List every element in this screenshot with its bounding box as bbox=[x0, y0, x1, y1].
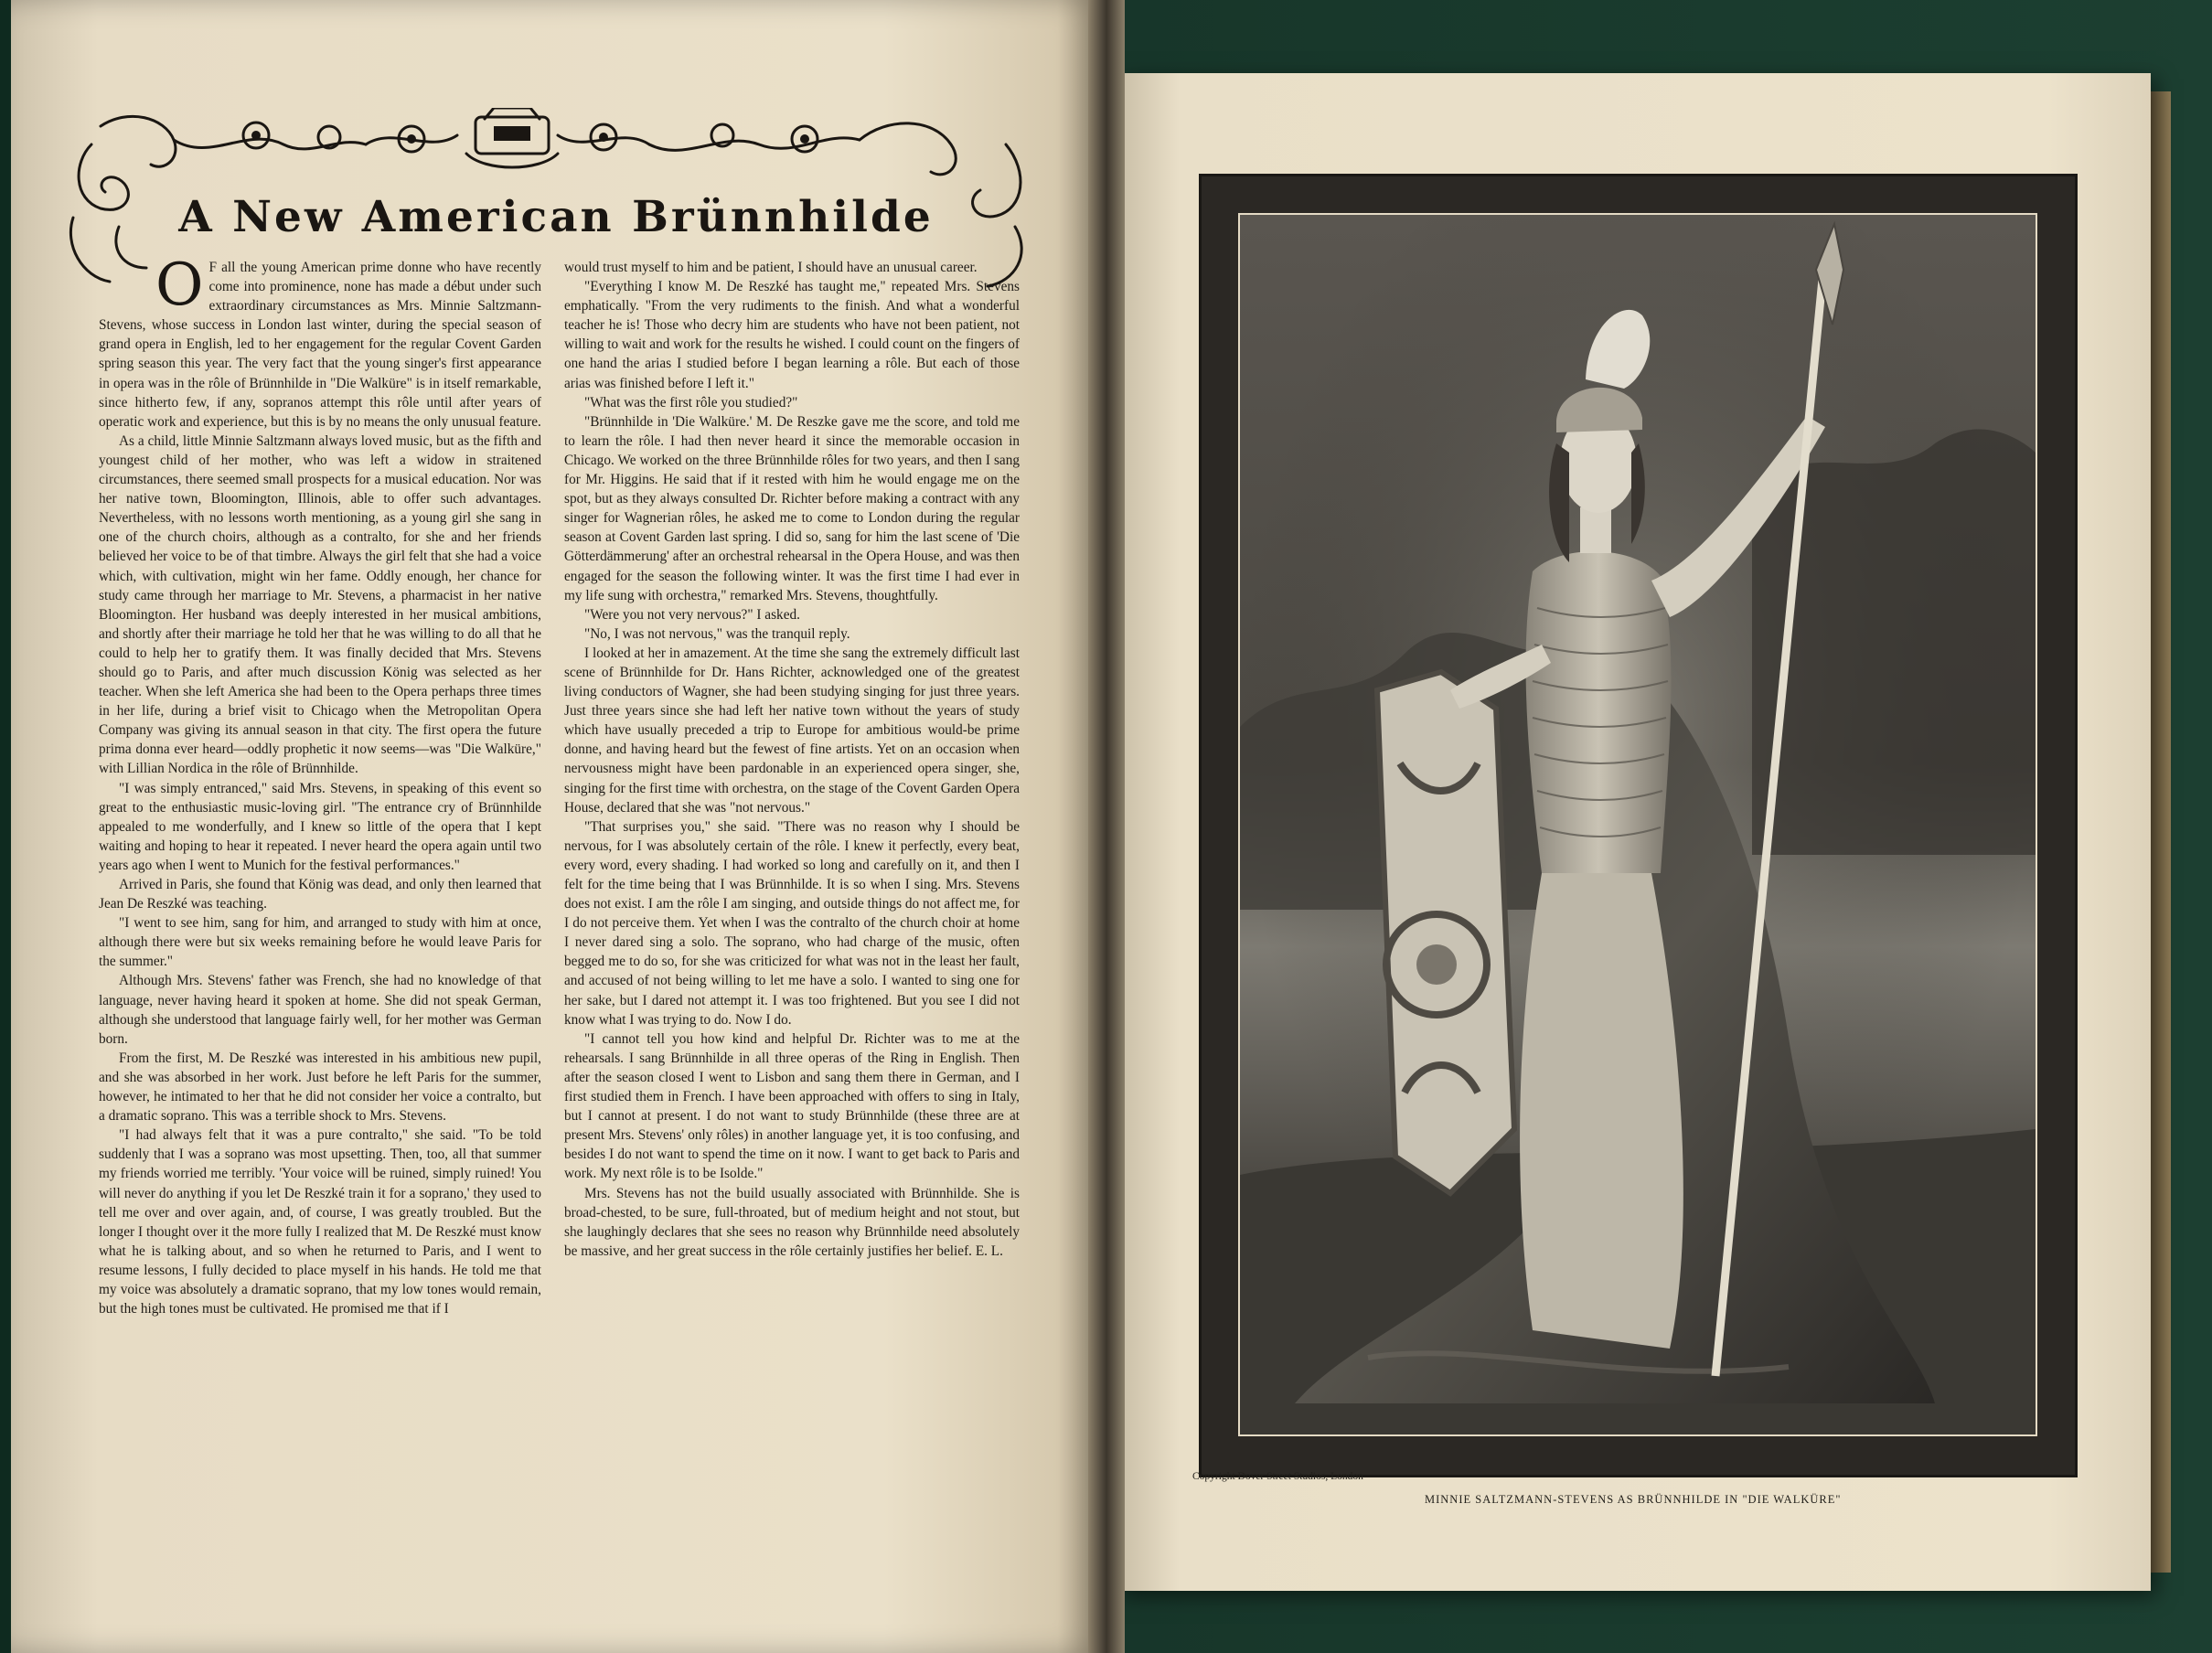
article-column-right bbox=[564, 258, 1020, 1261]
paragraph: "No, I was not nervous," was the tranquil reply. bbox=[584, 625, 850, 642]
paragraph: As a child, little Minnie Saltzmann always loved music, but as the fifth and youngest child of her mother, who was left a widow in straitened circumstances, there seemed small prospects for a musical education. Nor was her native town, Bloomington, Illinois, able to offer such advantages. Nevertheless, with no lessons worth mentioning, as a young girl she sang in one of the church choirs, although as a contralto, for she and her friends believed her voice to be of that timbre. Always the girl felt that she had a voice which, with cultivation, might win her fame. Oddly enough, her chance for study came through her marriage to Mr. Stevens, a pharmacist in her native Bloomington. Her husband was deeply interested in her musical ambitions, and shortly after their marriage he told her that he was willing to do all that he could to help her to gratify them. It was finally decided that Mrs. Stevens should go to Paris, and after much discussion König was selected as her teacher. When she left America she had been to the Opera perhaps three times in her life, during a brief visit to Chicago when the Metropolitan Opera Company was giving its annual season in that city. The first opera the future prima donna ever heard—oddly prophetic it now seems—was "Die Walküre," with Lillian Nordica in the rôle of Brünnhilde. bbox=[99, 432, 541, 777]
portrait-photograph bbox=[1240, 215, 2036, 1434]
paragraph: Mrs. Stevens has not the build usually associated with Brünnhilde. She is broad-chested, to be sure, full-throated, but of medium height and not stout, but she laughingly declares that she sees no reason why Brünnhilde need absolutely be massive, and her great success in the rôle certainly justifies her belief. E. L. bbox=[564, 1185, 1020, 1259]
paragraph: would trust myself to him and be patient, I should have an unusual career. bbox=[564, 260, 978, 275]
paragraph: "I cannot tell you how kind and helpful Dr. Richter was to me at the rehearsals. I sang Brünnhilde in all three operas of the Ring in English. Then after the season closed I went to Lisbon and sang them there in German, and I first studied them in French. I have been approached with offers to sing in Italy, but I cannot at present. I do not want to study Brünnhilde (these three are at present Mrs. Stevens' only rôles) in another language yet, it is too confusing, and besides I do not want to spend the time on it now. I want to get back to Paris and work. My next rôle is to be Isolde." bbox=[564, 1030, 1020, 1182]
drop-cap: O bbox=[155, 251, 204, 319]
paragraph: "Brünnhilde in 'Die Walküre.' M. De Reszke gave me the score, and told me to learn the rôle. I had then never heard it since the memorable occasion in Chicago. We worked on the three Brünnhilde rôles for two years, and then I sang for Mr. Higgins. He said that if it rested with him he would engage me on the spot, but as they always consulted Dr. Richter before making a contract with any singer for Wagnerian rôles, he asked me to come to London during the regular season at Covent Garden last spring. I did so, sang for him the last scene of 'Die Götterdämmerung' after an orchestral rehearsal in the Opera House, and was then engaged for the season the following winter. It was the first time I had ever in my life sung with orchestra," remarked Mrs. Stevens, thoughtfully. bbox=[564, 413, 1021, 603]
book-cover-edge bbox=[2151, 91, 2171, 1573]
paragraph: "Were you not very nervous?" I asked. bbox=[584, 606, 800, 623]
paragraph: Arrived in Paris, she found that König was dead, and only then learned that Jean De Reszké was teaching. bbox=[99, 877, 541, 912]
paragraph: "What was the first rôle you studied?" bbox=[584, 394, 798, 411]
photo-caption: MINNIE SALTZMANN-STEVENS AS BRÜNNHILDE IN "DIE WALKÜRE" bbox=[1425, 1493, 1842, 1506]
paragraph: "I had always felt that it was a pure contralto," she said. "To be told suddenly that I was a soprano was most upsetting. Then, too, all that summer my friends worried me terribly. 'Your voice will be ruined, simply ruined! You will never do anything if you let De Reszké train it for a soprano,' they used to tell me over and over again, and, of course, I was greatly troubled. But the longer I thought over it the more fully I realized that M. De Reszké must know what he is talking about, and so when he returned to Paris, and I went to resume lessons, I fully decided to place myself in his hands. He told me that my voice was absolutely a dramatic soprano, that my low tones would remain, but the high tones must be cultivated. He promised me that if I bbox=[99, 1127, 541, 1317]
paragraph: "I was simply entranced," said Mrs. Stevens, in speaking of this event so great to the enthusiastic music-loving girl. "The entrance cry of Brünnhilde appealed to me wonderfully, and I knew so little of the opera that I kept waiting and hoping to hear it repeated. I never heard the opera again until two years ago when I went to Munich for the festival performances." bbox=[99, 780, 541, 873]
paragraph: Although Mrs. Stevens' father was French, she had no knowledge of that language, never having heard it spoken at home. She did not speak German, although she understood that language fairly well, for her mother was German born. bbox=[99, 973, 541, 1047]
paragraph: "Everything I know M. De Reszké has taught me," repeated Mrs. Stevens emphatically. "From the very rudiments to the finish. And what a wonderful teacher he is! Those who decry him are students who have not been patient, not willing to wait and work for the results he wished. I could count on the fingers of one hand the arias I studied before I began learning a rôle. But each of those arias was finished before I left it." bbox=[564, 279, 1020, 391]
paragraph: From the first, M. De Reszké was interested in his ambitious new pupil, and she was absorbed in her work. Just before he left Paris for the summer, however, he intimated to her that he did not consider her voice a contralto, but a dramatic soprano. This was a terrible shock to Mrs. Stevens. bbox=[99, 1050, 541, 1125]
paragraph: "I went to see him, sang for him, and arranged to study with him at once, although there were but six weeks remaining before he would leave Paris for the summer." bbox=[99, 915, 541, 970]
paragraph: "That surprises you," she said. "There was no reason why I should be nervous, for I was absolutely certain of the rôle. I knew it perfectly, every beat, every word, every shading. I had worked so long and carefully on it, and then I felt for the time being that I was Brünnhilde. It is so when I sing. Mrs. Stevens does not exist. I am the rôle I am singing, and outside things do not affect me, for I do not perceive them. Yet when I was the contralto of the church choir at home I never dared sing a solo. The soprano, who had charge of the music, often begged me to do so, for she was criticized for what was not in the least her fault, and accused of not being willing to let me have a solo. I wanted to sing one for her sake, but I dared not attempt it. I was too frightened. But you see I did not know what I was trying to do. Now I do. bbox=[564, 818, 1020, 1028]
paragraph: F all the young American prime donne who have recently come into prominence, none has made a début under such extraordinary circumstances as Mrs. Minnie Saltzmann-Stevens, whose success in London last winter, during the special season of grand opera in English, led to her engagement for the regular Covent Garden spring season this year. The very fact that the young singer's first appearance in opera was in the rôle of Brünnhilde in "Die Walküre" is in itself remarkable, since hitherto few, if any, sopranos attempt this rôle until after years of operatic work and experience, but this is by no means the only unusual feature. bbox=[99, 260, 541, 430]
photo-plate bbox=[1238, 213, 2037, 1436]
paragraph: I looked at her in amazement. At the time she sang the extremely difficult last scene of Brünnhilde for Dr. Hans Richter, acknowledged one of the greatest living conductors of Wagner, she had been studying singing for just three years. Just three years since she had left her native town without the years of study which have usually preceded a trip to Europe for ambitious would-be prime donne, and having heard but the fewest of fine artists. Yet on an occasion when nervousness might have been pardonable in an experienced opera singer, she, singing for the first time with orchestra, on the stage of the Covent Garden Opera House, declared that she was "not nervous." bbox=[564, 645, 1020, 816]
photo-credit: Copyright Dover Street Studios, London bbox=[1192, 1471, 1363, 1482]
article-title: A New American Brünnhilde bbox=[178, 192, 934, 242]
book-gutter bbox=[1088, 0, 1125, 1653]
article-column-left bbox=[99, 251, 541, 1318]
